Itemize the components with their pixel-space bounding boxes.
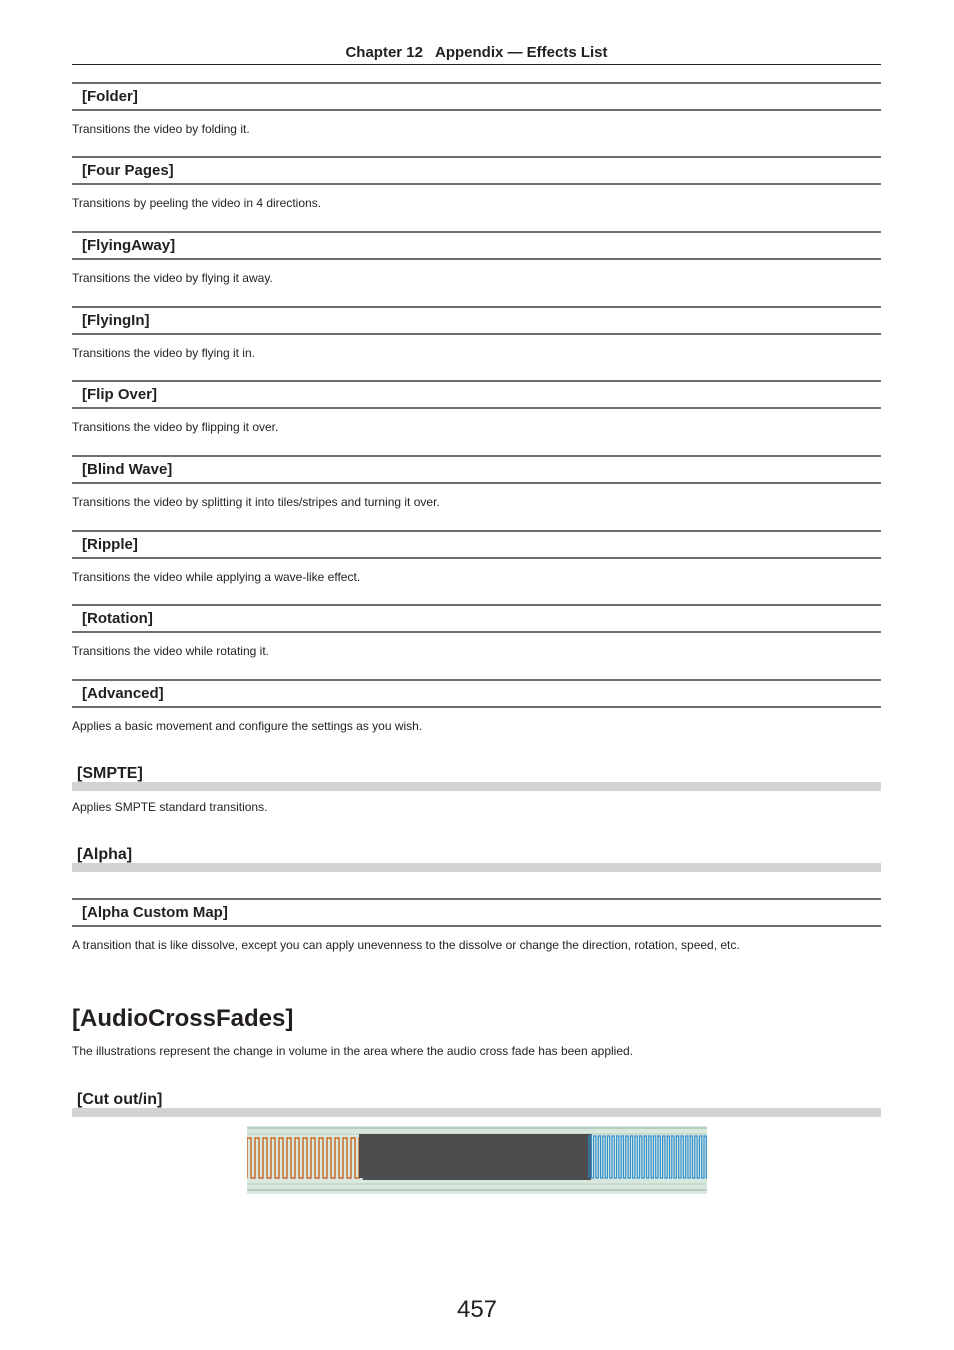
cut-title: [Cut out/in] (77, 1091, 163, 1108)
overlap-waveform (361, 1136, 591, 1178)
heading-bar (72, 782, 881, 791)
smpte-title: [SMPTE] (77, 765, 143, 782)
effect-heading: [Flip Over] (72, 380, 881, 409)
effect-advanced (72, 679, 881, 733)
smpte-description: Applies SMPTE standard transitions. (72, 800, 268, 814)
effect-heading: [Blind Wave] (72, 455, 881, 484)
chapter-label: Chapter 12 (345, 44, 423, 61)
effect-description: Applies a basic movement and configure the settings as you wish. (72, 719, 423, 733)
effect-flying-away (72, 231, 881, 285)
heading-bar (72, 863, 881, 872)
effect-description: Transitions the video while rotating it. (72, 644, 269, 658)
smpte-section (72, 765, 881, 814)
effect-heading: [Folder] (72, 82, 881, 111)
effect-heading: [Advanced] (72, 679, 881, 708)
effect-heading: [Four Pages] (72, 156, 881, 185)
cut-section (72, 1091, 881, 1117)
alpha-heading (72, 846, 881, 872)
alpha-title: [Alpha] (77, 846, 133, 863)
effect-description: Transitions the video while applying a wave-like effect. (72, 570, 361, 584)
effect-description: Transitions the video by folding it. (72, 122, 250, 136)
effect-folder (72, 82, 881, 136)
effect-rotation (72, 604, 881, 658)
effect-heading: [FlyingIn] (72, 306, 881, 335)
chapter-title: Appendix — Effects List (435, 44, 608, 61)
effect-description: Transitions the video by flying it away. (72, 271, 273, 285)
cut-out-in-illustration (247, 1126, 707, 1194)
effect-heading: [Ripple] (72, 530, 881, 559)
smpte-heading (72, 765, 881, 791)
effect-description: Transitions by peeling the video in 4 directions. (72, 196, 322, 210)
audio-intro: The illustrations represent the change in volume in the area where the audio cross fade has been applied. (72, 1044, 634, 1058)
heading-bar (72, 1108, 881, 1117)
audio-section-title: [AudioCrossFades] (72, 1005, 294, 1032)
page-number: 457 (456, 1296, 498, 1323)
effect-description: Transitions the video by splitting it into tiles/stripes and turning it over. (72, 495, 440, 509)
effect-four-pages (72, 156, 881, 210)
effect-description: Transitions the video by flying it in. (72, 346, 255, 360)
effect-heading: [Rotation] (72, 604, 881, 633)
effect-heading: [FlyingAway] (72, 231, 881, 260)
running-header (72, 44, 881, 65)
effect-description: A transition that is like dissolve, except you can apply unevenness to the dissolve or change the direction, rotation, speed, etc. (72, 938, 740, 952)
effect-heading: [Alpha Custom Map] (72, 898, 881, 927)
waveform-path (361, 1136, 591, 1178)
effect-blind-wave (72, 455, 881, 509)
effect-description: Transitions the video by flipping it over. (72, 420, 279, 434)
effect-ripple (72, 530, 881, 584)
effect-alpha-custom-map (72, 898, 881, 952)
effect-flip-over (72, 380, 881, 434)
cut-heading (72, 1091, 881, 1117)
alpha-section (72, 846, 881, 872)
effect-flying-in (72, 306, 881, 360)
